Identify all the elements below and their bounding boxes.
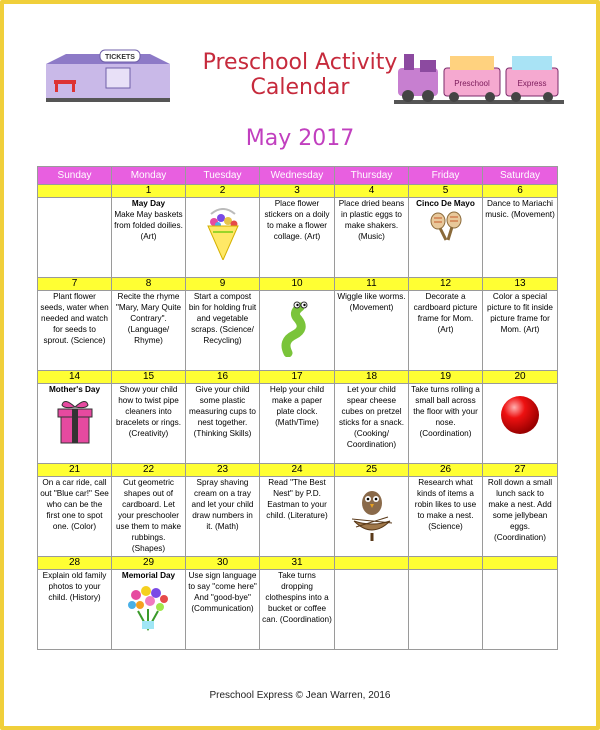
date-row xyxy=(38,371,558,384)
activity-text: Take turns dropping clothespins into a bucket or coffee can. (Coordination) xyxy=(262,571,332,624)
date-number: 4 xyxy=(335,185,409,198)
date-number: 15 xyxy=(112,371,186,384)
title-line-1: Preschool Activity xyxy=(202,50,398,75)
activity-cell xyxy=(260,291,335,371)
worm-icon xyxy=(260,301,334,360)
date-number: 21 xyxy=(38,464,112,477)
activity-text: Give your child some plastic measuring cups to nest together. (Thinking Skills) xyxy=(189,385,256,438)
day-name-tuesday: Tuesday xyxy=(186,167,260,185)
activity-text: Help your child make a paper plate clock. (Math/Time) xyxy=(269,385,325,427)
activity-cell xyxy=(335,198,409,278)
activity-text: Explain old family photos to your child. (History) xyxy=(42,571,107,602)
date-number: 5 xyxy=(409,185,483,198)
date-number xyxy=(483,557,558,570)
activity-cell xyxy=(260,477,335,557)
station-sign: TICKETS xyxy=(105,54,135,61)
activity-cell xyxy=(483,570,558,650)
activity-cell xyxy=(186,570,260,650)
date-number xyxy=(38,185,112,198)
holiday-title: Memorial Day xyxy=(121,571,176,580)
activity-cell xyxy=(112,291,186,371)
activity-cell xyxy=(409,198,483,278)
date-number: 27 xyxy=(483,464,558,477)
red-ball-icon xyxy=(483,394,557,439)
date-number: 29 xyxy=(112,557,186,570)
activity-cell xyxy=(186,291,260,371)
date-number: 24 xyxy=(260,464,335,477)
activity-text: Let your child spear cheese cubes on pretzel sticks for a snack. (Cooking/ Coordination) xyxy=(338,385,405,449)
gift-box-icon xyxy=(38,397,111,448)
activity-text: Use sign language to say "come here" And "good-bye" (Communication) xyxy=(188,571,257,613)
date-number xyxy=(409,557,483,570)
date-number: 20 xyxy=(483,371,558,384)
day-name-sunday: Sunday xyxy=(38,167,112,185)
date-number: 16 xyxy=(186,371,260,384)
activity-cell xyxy=(260,198,335,278)
date-number: 3 xyxy=(260,185,335,198)
date-row xyxy=(38,557,558,570)
activity-cell xyxy=(186,198,260,278)
holiday-title: May Day xyxy=(131,199,166,208)
calendar-grid xyxy=(37,166,558,650)
activity-row xyxy=(38,384,558,464)
page-title xyxy=(170,50,430,100)
date-number: 8 xyxy=(112,278,186,291)
date-number: 28 xyxy=(38,557,112,570)
activity-text: Plant flower seeds, water when needed and watch for seeds to sprout. (Science) xyxy=(40,292,109,345)
activity-text: Place dried beans in plastic eggs to make shakers. (Music) xyxy=(338,199,405,241)
date-number: 30 xyxy=(186,557,260,570)
train-station-icon xyxy=(46,48,170,102)
date-number: 31 xyxy=(260,557,335,570)
activity-text: Color a special picture to fit inside picture frame for Mom. (Art) xyxy=(487,292,553,334)
date-number: 13 xyxy=(483,278,558,291)
holiday-title: Mother's Day xyxy=(48,385,101,394)
title-line-2: Calendar xyxy=(250,75,350,100)
activity-cell xyxy=(38,291,112,371)
activity-text: Show your child how to twist pipe cleaners into bracelets or rings. (Creativity) xyxy=(115,385,182,438)
activity-text: Read "The Best Nest" by P.D. Eastman to your child. (Literature) xyxy=(266,478,328,520)
activity-cell xyxy=(112,477,186,557)
activity-cell xyxy=(335,570,409,650)
activity-cell xyxy=(409,570,483,650)
date-row xyxy=(38,278,558,291)
footer-credit: Preschool Express © Jean Warren, 2016 xyxy=(209,690,391,701)
activity-text: Cut geometric shapes out of cardboard. Let your preschooler use them to make rubbings. (Shapes) xyxy=(115,478,182,553)
activity-cell xyxy=(38,384,112,464)
date-number: 1 xyxy=(112,185,186,198)
date-number: 2 xyxy=(186,185,260,198)
activity-row xyxy=(38,198,558,278)
date-number: 18 xyxy=(335,371,409,384)
date-number: 19 xyxy=(409,371,483,384)
date-number: 6 xyxy=(483,185,558,198)
date-number: 14 xyxy=(38,371,112,384)
date-number: 23 xyxy=(186,464,260,477)
activity-cell xyxy=(483,198,558,278)
activity-cell xyxy=(38,198,112,278)
activity-cell xyxy=(335,477,409,557)
day-name-wednesday: Wednesday xyxy=(260,167,335,185)
day-name-row xyxy=(38,167,558,185)
activity-row xyxy=(38,477,558,557)
activity-cell xyxy=(186,477,260,557)
activity-text: Dance to Mariachi music. (Movement) xyxy=(485,199,555,219)
activity-cell xyxy=(409,384,483,464)
day-name-thursday: Thursday xyxy=(335,167,409,185)
date-number: 25 xyxy=(335,464,409,477)
holiday-title: Cinco De Mayo xyxy=(416,199,475,208)
activity-text: Take turns rolling a small ball across the floor with your nose. (Coordination) xyxy=(411,385,480,438)
activity-text: Wiggle like worms. (Movement) xyxy=(337,292,406,312)
activity-row xyxy=(38,291,558,371)
activity-cell xyxy=(260,384,335,464)
activity-cell xyxy=(260,570,335,650)
date-number: 12 xyxy=(409,278,483,291)
activity-text: Recite the rhyme "Mary, Mary Quite Contrary". (Language/ Rhyme) xyxy=(115,292,182,345)
activity-cell xyxy=(335,291,409,371)
activity-cell xyxy=(112,384,186,464)
activity-text: On a car ride, call out "Blue car!" See who can be the first one to spot one. (Color) xyxy=(40,478,109,531)
activity-cell xyxy=(483,477,558,557)
date-number: 17 xyxy=(260,371,335,384)
calendar-header xyxy=(40,44,562,114)
activity-text: Research what kinds of items a robin likes to use to make a nest. (Science) xyxy=(414,478,477,531)
bird-nest-icon xyxy=(335,487,408,544)
date-number: 7 xyxy=(38,278,112,291)
activity-cell xyxy=(112,570,186,650)
activity-cell xyxy=(409,477,483,557)
date-number: 22 xyxy=(112,464,186,477)
date-row xyxy=(38,185,558,198)
date-number: 9 xyxy=(186,278,260,291)
train-car-1-label: Preschool xyxy=(454,79,490,88)
activity-cell xyxy=(112,198,186,278)
date-number: 11 xyxy=(335,278,409,291)
flower-basket-icon xyxy=(186,208,259,263)
activity-text: Make May baskets from folded doilies. (Art) xyxy=(114,210,183,241)
date-number: 26 xyxy=(409,464,483,477)
date-number xyxy=(335,557,409,570)
activity-text: Roll down a small lunch sack to make a nest. Add some jellybean eggs. (Coordination) xyxy=(487,478,553,542)
day-name-saturday: Saturday xyxy=(483,167,558,185)
activity-cell xyxy=(409,291,483,371)
flower-bouquet-icon xyxy=(112,583,185,634)
month-title: May 2017 xyxy=(245,126,355,151)
activity-row xyxy=(38,570,558,650)
day-name-monday: Monday xyxy=(112,167,186,185)
activity-text: Place flower stickers on a doily to make a flower collage. (Art) xyxy=(264,199,330,241)
day-name-friday: Friday xyxy=(409,167,483,185)
train-icon xyxy=(394,46,564,106)
activity-text: Start a compost bin for holding fruit and vegetable scraps. (Science/ Recycling) xyxy=(188,292,257,345)
date-row xyxy=(38,464,558,477)
activity-cell xyxy=(186,384,260,464)
activity-cell xyxy=(38,570,112,650)
train-car-2-label: Express xyxy=(517,79,547,88)
activity-text: Spray shaving cream on a tray and let your child draw numbers in it. (Math) xyxy=(191,478,254,531)
activity-cell xyxy=(483,291,558,371)
date-number: 10 xyxy=(260,278,335,291)
activity-cell xyxy=(483,384,558,464)
activity-text: Decorate a cardboard picture frame for Mom. (Art) xyxy=(413,292,478,334)
maracas-icon xyxy=(409,211,482,244)
activity-cell xyxy=(38,477,112,557)
activity-cell xyxy=(335,384,409,464)
